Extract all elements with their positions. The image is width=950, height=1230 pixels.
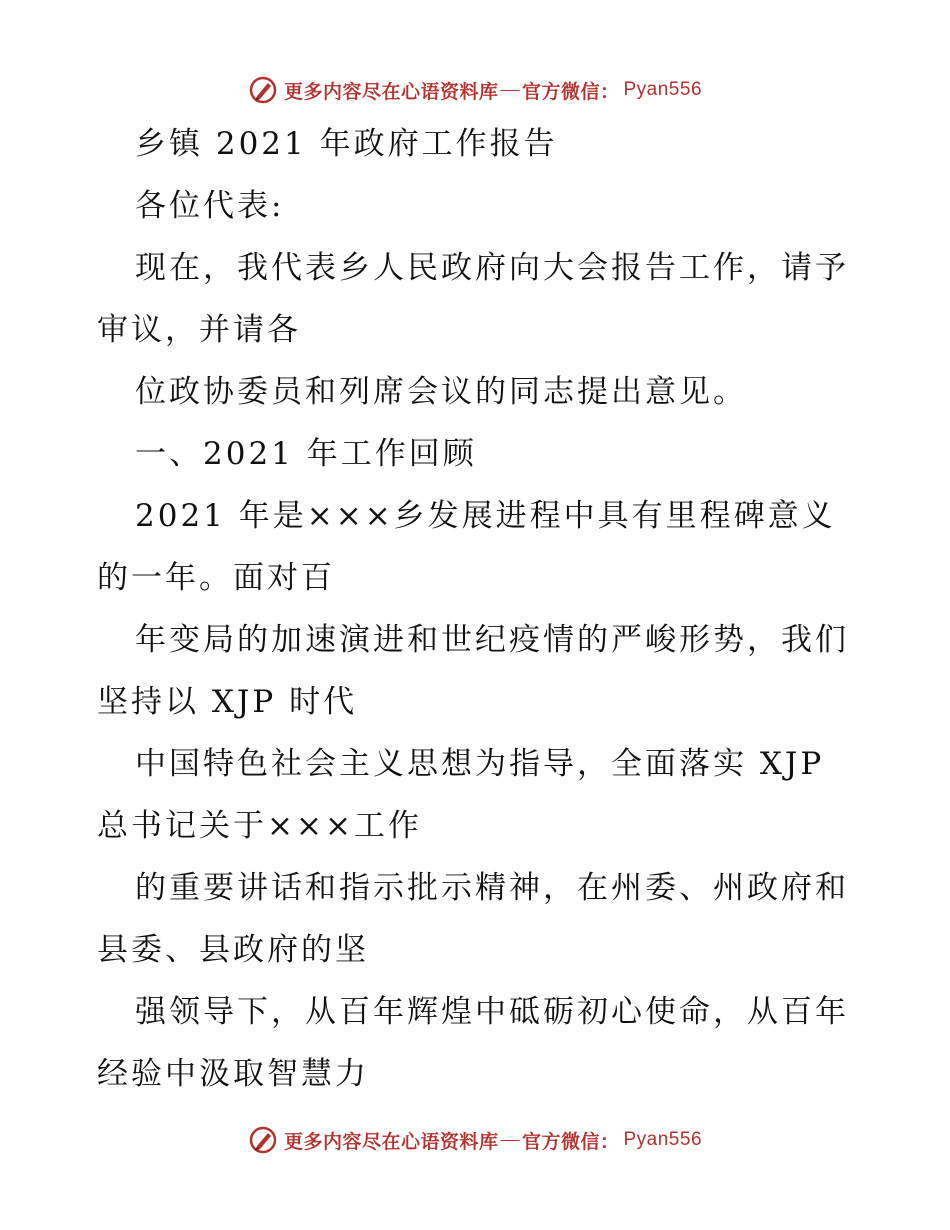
watermark-wechat-id: Pyan556 (623, 79, 703, 100)
section-heading: 一、2021 年工作回顾 (135, 436, 477, 472)
watermark-text: 更多内容尽在心语资料库 (283, 81, 499, 103)
paragraph-line: 审议，并请各 (97, 312, 301, 348)
pen-logo-icon (248, 1125, 278, 1155)
watermark-header (0, 70, 950, 110)
paragraph-line: 的一年。面对百 (97, 560, 335, 596)
pen-logo-icon (248, 75, 278, 105)
salutation: 各位代表: (135, 188, 285, 224)
watermark-wechat-label: 官方微信： (521, 1131, 620, 1153)
document-title: 乡镇 2021 年政府工作报告 (135, 126, 558, 162)
paragraph-line: 经验中汲取智慧力 (97, 1056, 369, 1092)
watermark-wechat-label: 官方微信： (521, 81, 620, 103)
watermark-text: 更多内容尽在心语资料库 (283, 1131, 499, 1153)
watermark-wechat-id: Pyan556 (623, 1129, 703, 1150)
paragraph-line: 县委、县政府的坚 (97, 932, 369, 968)
paragraph-line: 坚持以 XJP 时代 (97, 684, 358, 720)
paragraph-line: 的重要讲话和指示批示精神，在州委、州政府和 (135, 870, 849, 906)
watermark-separator: — (500, 1129, 520, 1150)
watermark-footer (0, 1120, 950, 1160)
watermark-separator: — (500, 79, 520, 100)
paragraph-line: 年变局的加速演进和世纪疫情的严峻形势，我们 (135, 622, 849, 658)
paragraph-line: 位政协委员和列席会议的同志提出意见。 (135, 374, 747, 410)
paragraph-line: 现在，我代表乡人民政府向大会报告工作，请予 (135, 250, 849, 286)
paragraph-line: 总书记关于×××工作 (97, 808, 422, 844)
paragraph-line: 2021 年是×××乡发展进程中具有里程碑意义 (135, 498, 836, 534)
paragraph-line: 中国特色社会主义思想为指导，全面落实 XJP (135, 746, 825, 782)
paragraph-line: 强领导下，从百年辉煌中砥砺初心使命，从百年 (135, 994, 849, 1030)
